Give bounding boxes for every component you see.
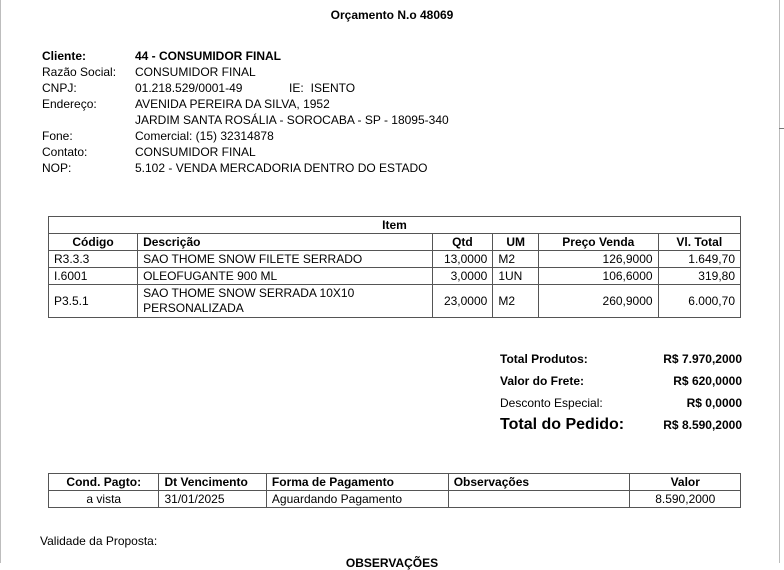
header-forma: Forma de Pagamento xyxy=(266,474,448,491)
client-label: Cliente: xyxy=(42,49,87,63)
page-right-border xyxy=(779,0,780,563)
nop-label: NOP: xyxy=(42,161,72,175)
payment-obs xyxy=(448,491,630,508)
table-row xyxy=(49,251,741,268)
table-row xyxy=(49,491,741,508)
header-valor: Valor xyxy=(630,474,741,491)
payment-forma: Aguardando Pagamento xyxy=(266,491,448,508)
header-vencimento: Dt Vencimento xyxy=(159,474,266,491)
header-cond-pagto: Cond. Pagto: xyxy=(49,474,159,491)
frete-row xyxy=(500,370,742,392)
payment-header-row xyxy=(49,474,741,491)
item-um: M2 xyxy=(493,251,539,268)
header-observacoes: Observações xyxy=(448,474,630,491)
fone-value: Comercial: (15) 32314878 xyxy=(135,129,274,143)
header-total: Vl. Total xyxy=(658,234,740,251)
total-pedido-label: Total do Pedido: xyxy=(500,416,625,433)
items-caption-row xyxy=(49,217,741,234)
item-preco: 106,6000 xyxy=(539,268,659,285)
header-um: UM xyxy=(493,234,539,251)
contato-value: CONSUMIDOR FINAL xyxy=(135,145,256,159)
document-title: Orçamento N.o 48069 xyxy=(330,8,454,22)
payment-table xyxy=(48,473,741,508)
item-preco: 126,9000 xyxy=(539,251,659,268)
ie-value: ISENTO xyxy=(310,81,356,95)
item-codigo: P3.5.1 xyxy=(49,285,138,318)
item-qtd: 13,0000 xyxy=(432,251,493,268)
item-codigo: R3.3.3 xyxy=(49,251,138,268)
total-produtos-label: Total Produtos: xyxy=(500,352,588,366)
ie-label: IE: xyxy=(289,81,304,95)
page-left-border xyxy=(0,0,1,563)
item-descricao: SAO THOME SNOW FILETE SERRADO xyxy=(138,251,432,268)
razao-label: Razão Social: xyxy=(42,65,117,79)
nop-value: 5.102 - VENDA MERCADORIA DENTRO DO ESTADO xyxy=(135,161,428,175)
item-codigo: I.6001 xyxy=(49,268,138,285)
frete-value: R$ 620,0000 xyxy=(673,374,742,388)
item-descricao: OLEOFUGANTE 900 ML xyxy=(138,268,432,285)
item-descricao xyxy=(138,285,432,318)
header-codigo: Código xyxy=(49,234,138,251)
item-total: 319,80 xyxy=(658,268,740,285)
items-caption: Item xyxy=(49,217,741,234)
item-total: 6.000,70 xyxy=(658,285,740,318)
client-value: 44 - CONSUMIDOR FINAL xyxy=(135,49,282,63)
payment-cond: a vista xyxy=(49,491,159,508)
endereco-label: Endereço: xyxy=(42,97,97,111)
total-produtos-row xyxy=(500,348,742,370)
item-preco: 260,9000 xyxy=(539,285,659,318)
header-preco: Preço Venda xyxy=(539,234,659,251)
desconto-value: R$ 0,0000 xyxy=(686,396,742,410)
item-um: 1UN xyxy=(493,268,539,285)
items-header-row xyxy=(49,234,741,251)
observacoes-title: OBSERVAÇÕES xyxy=(345,556,439,570)
frete-label: Valor do Frete: xyxy=(500,374,585,388)
fone-label: Fone: xyxy=(42,129,73,143)
header-qtd: Qtd xyxy=(432,234,493,251)
items-table xyxy=(48,216,741,318)
total-produtos-value: R$ 7.970,2000 xyxy=(663,352,742,366)
desconto-label: Desconto Especial: xyxy=(500,396,603,410)
table-row xyxy=(49,285,741,318)
validade-label: Validade da Proposta: xyxy=(40,534,158,548)
total-pedido-row xyxy=(500,414,742,436)
cnpj-value: 01.218.529/0001-49 xyxy=(135,81,243,95)
item-qtd: 23,0000 xyxy=(432,285,493,318)
cnpj-label: CNPJ: xyxy=(42,81,77,95)
item-descricao-line1: SAO THOME SNOW SERRADA 10X10 xyxy=(143,286,355,300)
razao-value: CONSUMIDOR FINAL xyxy=(135,65,256,79)
payment-vencimento: 31/01/2025 xyxy=(159,491,266,508)
item-total: 1.649,70 xyxy=(658,251,740,268)
total-pedido-value: R$ 8.590,2000 xyxy=(663,418,742,432)
ie-field xyxy=(289,80,355,96)
item-um: M2 xyxy=(493,285,539,318)
endereco-line2: JARDIM SANTA ROSÁLIA - SOROCABA - SP - 18095-340 xyxy=(135,113,449,127)
desconto-row xyxy=(500,392,742,414)
contato-label: Contato: xyxy=(42,145,88,159)
item-qtd: 3,0000 xyxy=(432,268,493,285)
scroll-marker xyxy=(779,128,784,129)
item-descricao-line2: PERSONALIZADA xyxy=(143,301,244,315)
payment-valor: 8.590,2000 xyxy=(630,491,741,508)
table-row xyxy=(49,268,741,285)
header-descricao: Descrição xyxy=(138,234,432,251)
totals-block xyxy=(500,348,742,436)
endereco-line1: AVENIDA PEREIRA DA SILVA, 1952 xyxy=(135,97,330,111)
